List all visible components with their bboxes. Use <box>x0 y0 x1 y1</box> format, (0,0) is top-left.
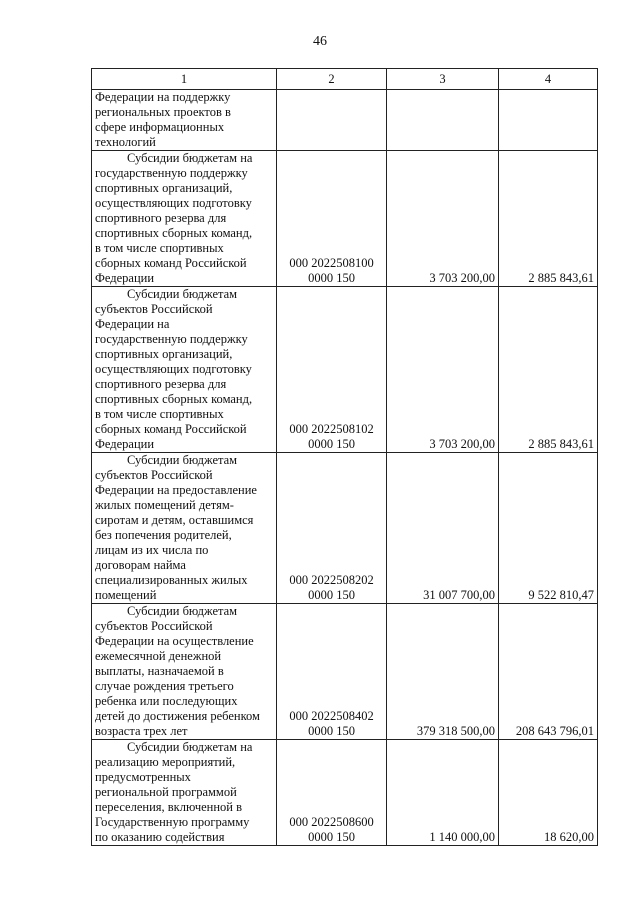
row-description-cell <box>92 90 277 151</box>
row-executed-amount: 18 620,00 <box>499 740 598 846</box>
row-code-cell <box>277 90 387 151</box>
description-line: спортивных организаций, <box>95 181 233 195</box>
description-line: спортивного резерва для <box>95 211 227 225</box>
description-line: сборных команд Российской <box>95 256 247 270</box>
column-header-1: 1 <box>92 69 277 90</box>
row-planned-amount <box>387 90 499 151</box>
description-line: договорам найма <box>95 558 186 572</box>
row-planned-amount: 1 140 000,00 <box>387 740 499 846</box>
column-header-4: 4 <box>499 69 598 90</box>
code-line: 0000 150 <box>308 588 355 602</box>
description-line: переселения, включенной в <box>95 800 243 814</box>
description-line: Субсидии бюджетам на <box>127 740 253 754</box>
code-line: 000 2022508100 <box>289 256 374 270</box>
column-header-2: 2 <box>277 69 387 90</box>
description-line: Федерации на осуществление <box>95 634 254 648</box>
code-line: 000 2022508102 <box>289 422 374 436</box>
row-planned-amount: 379 318 500,00 <box>387 604 499 740</box>
table-row <box>92 90 598 151</box>
row-executed-amount: 208 643 796,01 <box>499 604 598 740</box>
description-line: спортивных сборных команд, <box>95 392 253 406</box>
description-line: Субсидии бюджетам <box>127 604 238 618</box>
description-line: сиротам и детям, оставшимся <box>95 513 254 527</box>
description-line: государственную поддержку <box>95 332 248 346</box>
description-line: Федерации на <box>95 317 170 331</box>
row-code-cell <box>277 453 387 604</box>
row-executed-amount <box>499 90 598 151</box>
description-line: Государственную программу <box>95 815 250 829</box>
description-line: спортивного резерва для <box>95 377 227 391</box>
description-line: детей до достижения ребенком <box>95 709 260 723</box>
description-line: субъектов Российской <box>95 468 213 482</box>
row-planned-amount: 3 703 200,00 <box>387 287 499 453</box>
table-row <box>92 604 598 740</box>
row-executed-amount: 2 885 843,61 <box>499 151 598 287</box>
description-line: Субсидии бюджетам <box>127 287 238 301</box>
description-line: предусмотренных <box>95 770 191 784</box>
code-line <box>280 135 383 150</box>
description-line: жилых помещений детям- <box>95 498 234 512</box>
row-code-cell <box>277 287 387 453</box>
description-line: спортивных сборных команд, <box>95 226 253 240</box>
description-line: в том числе спортивных <box>95 407 224 421</box>
description-line: технологий <box>95 135 156 149</box>
code-line: 0000 150 <box>308 724 355 738</box>
description-line: осуществляющих подготовку <box>95 196 252 210</box>
description-line: лицам из их числа по <box>95 543 209 557</box>
description-line: субъектов Российской <box>95 619 213 633</box>
table-body <box>92 90 598 846</box>
row-planned-amount: 3 703 200,00 <box>387 151 499 287</box>
description-line: сборных команд Российской <box>95 422 247 436</box>
table-row <box>92 151 598 287</box>
row-description-cell <box>92 287 277 453</box>
description-line: государственную поддержку <box>95 166 248 180</box>
description-line: Федерации <box>95 437 155 451</box>
description-line: ежемесячной денежной <box>95 649 222 663</box>
code-line: 0000 150 <box>308 437 355 451</box>
column-header-3: 3 <box>387 69 499 90</box>
table-row <box>92 287 598 453</box>
description-line: Субсидии бюджетам <box>127 453 238 467</box>
description-line: в том числе спортивных <box>95 241 224 255</box>
description-line: сфере информационных <box>95 120 225 134</box>
description-line: Субсидии бюджетам на <box>127 151 253 165</box>
row-executed-amount: 9 522 810,47 <box>499 453 598 604</box>
code-line <box>280 120 383 135</box>
description-line: Федерации на предоставление <box>95 483 257 497</box>
table-header-row <box>92 69 598 90</box>
table-row <box>92 740 598 846</box>
row-planned-amount: 31 007 700,00 <box>387 453 499 604</box>
description-line: реализацию мероприятий, <box>95 755 236 769</box>
row-executed-amount: 2 885 843,61 <box>499 287 598 453</box>
description-line: специализированных жилых <box>95 573 248 587</box>
description-line: помещений <box>95 588 157 602</box>
row-code-cell <box>277 740 387 846</box>
description-line: Федерации на поддержку <box>95 90 231 104</box>
code-line: 0000 150 <box>308 271 355 285</box>
description-line: выплаты, назначаемой в <box>95 664 224 678</box>
description-line: возраста трех лет <box>95 724 188 738</box>
description-line: Федерации <box>95 271 155 285</box>
row-description-cell <box>92 740 277 846</box>
description-line: региональных проектов в <box>95 105 231 119</box>
description-line: осуществляющих подготовку <box>95 362 252 376</box>
code-line: 000 2022508402 <box>289 709 374 723</box>
code-line: 000 2022508202 <box>289 573 374 587</box>
description-line: случае рождения третьего <box>95 679 234 693</box>
description-line: по оказанию содействия <box>95 830 225 844</box>
row-description-cell <box>92 151 277 287</box>
row-description-cell <box>92 453 277 604</box>
description-line: ребенка или последующих <box>95 694 238 708</box>
code-line: 0000 150 <box>308 830 355 844</box>
table-row <box>92 453 598 604</box>
row-description-cell <box>92 604 277 740</box>
description-line: спортивных организаций, <box>95 347 233 361</box>
row-code-cell <box>277 151 387 287</box>
budget-table <box>91 68 598 846</box>
page-number: 46 <box>313 34 327 49</box>
description-line: без попечения родителей, <box>95 528 232 542</box>
code-line: 000 2022508600 <box>289 815 374 829</box>
row-code-cell <box>277 604 387 740</box>
description-line: региональной программой <box>95 785 237 799</box>
description-line: субъектов Российской <box>95 302 213 316</box>
